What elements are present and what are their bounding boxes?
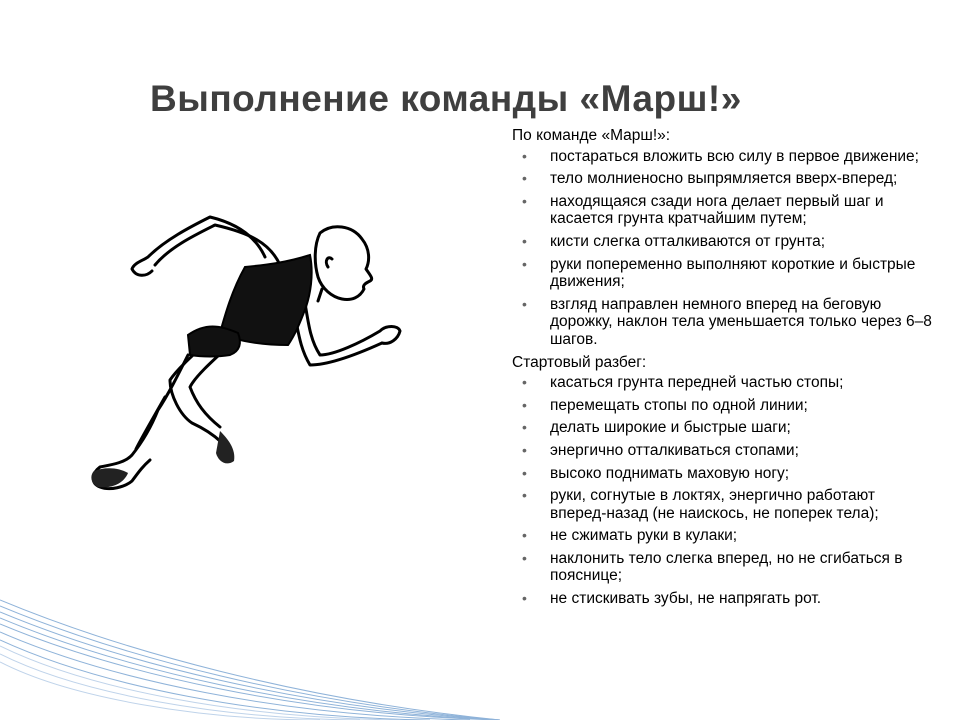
list-item [512, 397, 932, 415]
list-item [512, 465, 932, 483]
bullet-icon: • [522, 232, 527, 249]
list-item [512, 148, 932, 166]
list-item [512, 419, 932, 437]
list-item [512, 487, 932, 522]
section1-list [512, 148, 932, 349]
list-item-text: кисти слегка отталкиваются от грунта; [550, 232, 826, 250]
bullet-icon: • [522, 527, 527, 544]
list-item-text: делать широкие и быстрые шаги; [550, 419, 791, 437]
bullet-icon: • [522, 549, 527, 566]
list-item-text: энергично отталкиваться стопами; [550, 441, 799, 459]
decorative-swoosh [0, 580, 500, 720]
list-item-text: перемещать стопы по одной линии; [550, 396, 808, 414]
bullet-icon: • [522, 295, 527, 312]
bullet-icon: • [522, 419, 527, 436]
list-item-text: взгляд направлен немного вперед на беговую дорожку, наклон тела уменьшается только через 6–8 шагов. [550, 295, 932, 348]
section2-list [512, 374, 932, 608]
list-item-text: находящаяся сзади нога делает первый шаг и касается грунта кратчайшим путем; [550, 192, 884, 228]
list-item [512, 374, 932, 392]
bullet-icon: • [522, 170, 527, 187]
list-item-text: касаться грунта передней частью стопы; [550, 374, 844, 392]
list-item [512, 527, 932, 545]
list-item-text: наклонить тело слегка вперед, но не сгибаться в пояснице; [550, 549, 903, 585]
list-item-text: постараться вложить всю силу в первое движение; [550, 147, 919, 165]
list-item [512, 550, 932, 585]
list-item-text: тело молниеносно выпрямляется вверх-вперед; [550, 170, 898, 188]
list-item [512, 442, 932, 460]
bullet-icon: • [522, 374, 527, 391]
list-item-text: руки попеременно выполняют короткие и быстрые движения; [550, 255, 916, 291]
bullet-icon: • [522, 441, 527, 458]
section2-heading: Стартовый разбег: [512, 353, 647, 371]
list-item [512, 256, 932, 291]
list-item-text: руки, согнутые в локтях, энергично работают вперед-назад (не наискось, не поперек тела); [550, 487, 879, 522]
list-item-text: высоко поднимать маховую ногу; [550, 464, 790, 482]
list-item [512, 296, 932, 349]
bullet-icon: • [522, 192, 527, 209]
bullet-icon: • [522, 487, 527, 504]
text-block [512, 127, 932, 613]
section1-heading: По команде «Марш!»: [512, 127, 671, 144]
list-item [512, 590, 932, 608]
bullet-icon: • [522, 255, 527, 272]
bullet-icon: • [522, 590, 527, 607]
runner-illustration [70, 205, 420, 520]
slide-title: Выполнение команды «Марш!» [150, 78, 742, 119]
list-item-text: не стискивать зубы, не напрягать рот. [550, 590, 822, 608]
list-item-text: не сжимать руки в кулаки; [550, 527, 738, 545]
list-item [512, 193, 932, 228]
list-item [512, 170, 932, 188]
list-item [512, 233, 932, 251]
bullet-icon: • [522, 147, 527, 164]
bullet-icon: • [522, 396, 527, 413]
bullet-icon: • [522, 464, 527, 481]
